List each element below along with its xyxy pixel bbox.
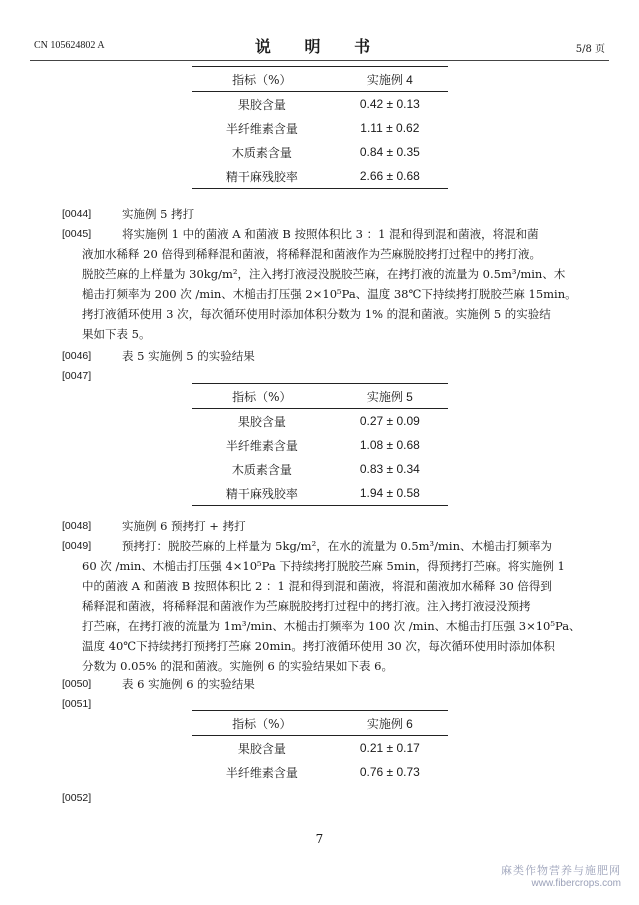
table-header-cell: 指标（%） [232,389,292,404]
table-cell: 木质素含量 [231,462,292,477]
table-header-cell: 实施例 5 [366,389,413,404]
paragraph-number: [0045] [62,228,92,240]
table-header-cell: 实施例 4 [366,72,413,87]
results-table-4 [192,66,448,189]
table-cell: 木质素含量 [231,145,292,160]
table-row [192,457,448,481]
paragraph-text: 实施例 6 预拷打 + 拷打 [122,519,246,533]
table-row [192,433,448,457]
table-cell: 半纤维素含量 [225,438,298,453]
watermark [501,862,621,889]
text-line: 槌击打频率为 200 次 /min、木槌击打压强 2×10⁵Pa、温度 38℃下持续拷打脱胶苎麻 15min。 [82,287,577,301]
paragraph-number: [0050] [62,678,92,690]
table-cell: 果胶含量 [237,741,286,756]
table-caption: 表 6 实施例 6 的实验结果 [122,677,255,691]
paragraph-number: [0052] [62,792,92,804]
paragraph-number: [0049] [62,540,92,552]
text-line: 预拷打：脱胶苎麻的上样量为 5kg/m²，在水的流量为 0.5m³/min、木槌击打频率为 [122,539,553,553]
table-header-row [192,711,448,736]
table-cell: 1.08 ± 0.68 [359,438,420,452]
text-line: 拷打液循环使用 3 次，每次循环使用时添加体积分数为 1% 的混和菌液。实施例 5 的实验结 [82,307,551,321]
text-line: 将实施例 1 中的菌液 A 和菌液 B 按照体积比 3 ：1 混和得到混和菌液，将混和菌 [122,227,539,241]
table-header-cell: 实施例 6 [366,716,413,731]
table-row [192,481,448,506]
table-cell: 精干麻残胶率 [225,169,298,184]
table-cell: 精干麻残胶率 [225,486,298,501]
table-row [192,409,448,434]
table-cell: 果胶含量 [237,97,286,112]
paragraph-number: [0046] [62,350,92,362]
text-line: 液加水稀释 20 倍得到稀释混和菌液，将稀释混和菌液作为苎麻脱胶拷打过程中的拷打液。 [82,247,541,261]
table-cell: 半纤维素含量 [225,765,298,780]
table-header-row [192,384,448,409]
table-caption: 表 5 实施例 5 的实验结果 [122,349,255,363]
table-cell: 半纤维素含量 [225,121,298,136]
paragraph-number: [0047] [62,370,92,382]
paragraph-number: [0044] [62,208,92,220]
text-line: 60 次 /min、木槌击打压强 4×10⁵Pa 下持续拷打脱胶苎麻 5min，得预拷打苎麻。将实施例 1 [82,559,565,573]
table-cell: 0.76 ± 0.73 [359,765,420,779]
table-cell: 1.11 ± 0.62 [360,121,420,135]
table-row [192,92,448,117]
watermark-url: www.fibercrops.com [531,878,621,889]
table-cell: 2.66 ± 0.68 [359,169,420,183]
table-row [192,736,448,761]
table-row [192,164,448,189]
table-cell: 0.42 ± 0.13 [359,97,420,111]
table-cell: 0.83 ± 0.34 [359,462,420,476]
table-cell: 0.27 ± 0.09 [359,414,420,428]
table-header-cell: 指标（%） [232,716,292,731]
table-cell: 0.84 ± 0.35 [359,145,420,159]
text-line: 稀释混和菌液，将稀释混和菌液作为苎麻脱胶拷打过程中的拷打液。注入拷打液浸没预拷 [82,599,531,613]
table-cell: 1.94 ± 0.58 [359,486,420,500]
paragraph-number: [0048] [62,520,92,532]
page-header [30,30,609,61]
results-table-5 [192,383,448,506]
table-cell: 0.21 ± 0.17 [359,741,420,755]
paragraph-text: 实施例 5 拷打 [122,207,195,221]
paragraph-body [82,224,602,344]
page-number: 7 [315,832,324,846]
table-cell: 果胶含量 [237,414,286,429]
watermark-site-name: 麻类作物营养与施肥网 [501,864,621,877]
paragraph-body [82,536,602,676]
results-table-6 [192,710,448,784]
text-line: 果如下表 5。 [82,327,151,341]
table-row [192,760,448,784]
document-title: 说 明 书 [254,37,385,56]
text-line: 中的菌液 A 和菌液 B 按照体积比 2 ：1 混和得到混和菌液，将混和菌液加水稀释 30 倍得到 [82,579,552,593]
text-line: 温度 40℃下持续拷打预拷打苎麻 20min。拷打液循环使用 30 次，每次循环使用时添加体积 [82,639,555,653]
paragraph-number: [0051] [62,698,92,710]
publication-number: CN 105624802 A [34,40,105,51]
table-header-row [192,67,448,92]
text-line: 脱胶苎麻的上样量为 30kg/m²，注入拷打液浸没脱胶苎麻，在拷打液的流量为 0.5m³/min、木 [82,267,566,281]
text-line: 分数为 0.05% 的混和菌液。实施例 6 的实验结果如下表 6。 [82,659,393,673]
table-row [192,116,448,140]
table-header-cell: 指标（%） [232,72,292,87]
page-of-pages: 5/8 页 [575,44,605,55]
table-row [192,140,448,164]
text-line: 打苎麻，在拷打液的流量为 1m³/min、木槌击打频率为 100 次 /min、木槌击打压强 3×10⁵Pa、 [82,619,581,633]
